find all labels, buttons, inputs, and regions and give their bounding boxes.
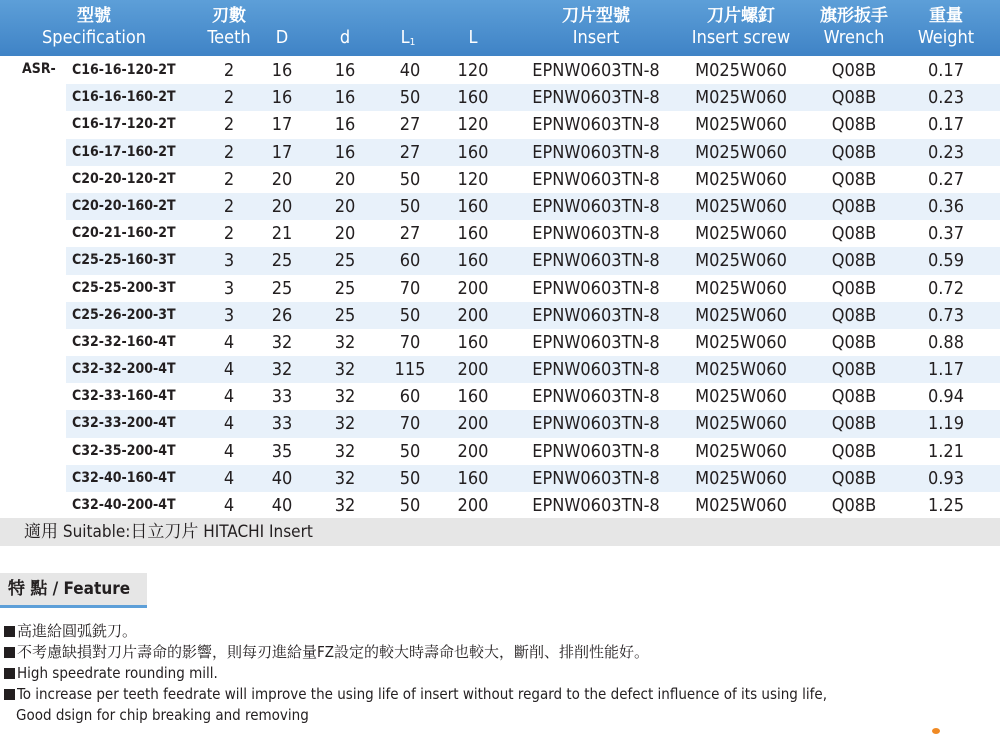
feature-bullet [4,684,994,705]
cell-d: 25 [271,277,293,299]
cell-spec: C16-16-120-2T [72,62,176,78]
cell-l1: 70 [399,277,421,299]
table-row [0,410,1000,437]
cell-wrench: Q08B [831,87,877,109]
table-row [0,329,1000,356]
cell-screw: M025W060 [695,331,787,353]
cell-weight: 1.17 [927,359,965,381]
cell-spec: C16-17-120-2T [72,116,176,133]
cell-screw: M025W060 [695,386,787,408]
cell-spec: C32-40-160-4T [72,469,176,486]
bullet-square-icon [4,647,15,658]
cell-weight: 0.17 [927,60,965,81]
cell-teeth: 3 [223,304,235,326]
cell-screw: M025W060 [695,114,787,136]
cell-spec: C16-17-160-2T [72,143,176,160]
table-row [0,302,1000,329]
cell-spec: C32-32-200-4T [72,361,176,378]
table-row [0,438,1000,465]
cell-teeth: 4 [223,413,235,435]
cell-teeth: 3 [223,250,235,272]
cell-screw: M025W060 [695,440,787,462]
cell-screw: M025W060 [695,168,787,190]
cell-insert: EPNW0603TN-8 [532,168,660,190]
cell-wrench: Q08B [831,331,877,353]
header-insert [562,6,630,48]
cell-l1: 27 [399,223,421,245]
cell-d: 32 [334,331,356,353]
cell-d: 32 [334,359,356,381]
cell-spec: C32-35-200-4T [72,442,176,459]
header-wrench-en: Wrench [823,27,885,48]
cell-l: 200 [457,277,489,299]
cell-l1: 27 [399,141,421,163]
table-row [0,275,1000,302]
header-screw [692,6,790,48]
header-d: d [339,27,351,48]
cell-insert: EPNW0603TN-8 [532,413,660,435]
table-row [0,111,1000,138]
cell-d: 25 [334,277,356,299]
cell-spec: C25-25-200-3T [72,279,176,296]
header-wrench [820,6,888,48]
cell-l: 160 [457,141,489,163]
cell-d: 35 [271,440,293,462]
cell-d: 25 [334,250,356,272]
cell-weight: 0.94 [927,386,965,408]
cell-wrench: Q08B [831,386,877,408]
cell-weight: 1.21 [927,440,965,462]
cell-d: 25 [334,304,356,326]
table-header [0,0,1000,56]
cell-d: 21 [271,223,293,245]
cell-d: 32 [334,495,356,516]
cell-l1: 40 [399,60,421,81]
cell-insert: EPNW0603TN-8 [532,304,660,326]
cell-d: 25 [271,250,293,272]
cell-wrench: Q08B [831,413,877,435]
cell-l1: 27 [399,114,421,136]
table-row [0,220,1000,247]
cell-l1: 70 [399,413,421,435]
cell-d: 32 [334,440,356,462]
cell-screw: M025W060 [695,87,787,109]
cell-teeth: 4 [223,386,235,408]
cell-spec: C32-40-200-4T [72,497,176,513]
cell-d: 33 [271,386,293,408]
cell-d: 32 [271,359,293,381]
table-row [0,193,1000,220]
cell-l1: 60 [399,386,421,408]
cell-d: 17 [271,114,293,136]
cell-screw: M025W060 [695,413,787,435]
cell-d: 16 [334,60,356,81]
cell-spec: C20-21-160-2T [72,225,176,242]
cell-wrench: Q08B [831,223,877,245]
table-row [0,139,1000,166]
cell-screw: M025W060 [695,141,787,163]
cell-wrench: Q08B [831,114,877,136]
table-row [0,84,1000,111]
cell-d: 16 [334,87,356,109]
suitable-insert-text: 適用 Suitable:日立刀片 HITACHI Insert [24,522,313,542]
cell-d: 32 [334,467,356,489]
cell-spec: C32-33-200-4T [72,415,176,432]
header-screw-en: Insert screw [691,27,791,48]
cell-d: 17 [271,141,293,163]
cell-teeth: 4 [223,331,235,353]
feature-bullet-text: High speedrate rounding mill. [17,664,218,682]
cell-screw: M025W060 [695,195,787,217]
header-L: L [468,27,478,48]
table-row [0,465,1000,492]
cell-wrench: Q08B [831,60,877,81]
cell-l: 200 [457,495,489,516]
cell-l: 160 [457,467,489,489]
cell-d: 40 [271,495,293,516]
cell-l1: 50 [399,168,421,190]
cell-d: 20 [271,168,293,190]
cell-weight: 0.37 [927,223,965,245]
header-insert-en: Insert [572,27,620,48]
cell-insert: EPNW0603TN-8 [532,195,660,217]
cell-screw: M025W060 [695,250,787,272]
cell-teeth: 2 [223,195,235,217]
header-spec-en: Specification [42,27,146,48]
cell-teeth: 4 [223,495,235,516]
cell-l1: 70 [399,331,421,353]
header-L1 [401,27,416,54]
cell-d: 20 [334,195,356,217]
cell-l1: 115 [394,359,426,381]
bullet-square-icon [4,689,15,700]
cell-wrench: Q08B [831,440,877,462]
feature-bullet-text: To increase per teeth feedrate will improve the using life of insert without regard to the defect influence of its using life, [17,685,827,703]
cell-teeth: 2 [223,87,235,109]
cell-spec: C20-20-160-2T [72,197,176,214]
cell-insert: EPNW0603TN-8 [532,250,660,272]
header-teeth-en: Teeth [207,27,251,48]
feature-bullet-continuation: Good dsign for chip breaking and removing [16,706,309,724]
feature-bullet [4,663,994,684]
cell-l: 200 [457,359,489,381]
cell-teeth: 4 [223,467,235,489]
cell-screw: M025W060 [695,60,787,81]
cell-l: 120 [457,114,489,136]
cell-spec: C32-33-160-4T [72,388,176,405]
header-screw-zh: 刀片螺釘 [707,6,775,26]
cell-wrench: Q08B [831,359,877,381]
header-teeth-zh: 刃數 [212,6,246,26]
cell-l: 200 [457,440,489,462]
cell-insert: EPNW0603TN-8 [532,277,660,299]
cell-weight: 0.59 [927,250,965,272]
cell-l1: 50 [399,195,421,217]
feature-title: 特 點 / Feature [8,579,131,599]
cell-wrench: Q08B [831,467,877,489]
spec-table-body [0,57,1000,519]
cell-d: 20 [334,223,356,245]
cell-l: 120 [457,168,489,190]
cell-weight: 0.72 [927,277,965,299]
table-row [0,492,1000,519]
header-L1-base: L [400,27,410,48]
cell-spec: C20-20-120-2T [72,170,176,187]
cell-wrench: Q08B [831,495,877,516]
table-row [0,383,1000,410]
cell-teeth: 2 [223,223,235,245]
table-row [0,166,1000,193]
cell-l: 160 [457,223,489,245]
cell-l: 120 [457,60,489,81]
cell-d: 20 [271,195,293,217]
cell-teeth: 4 [223,440,235,462]
cell-spec: C25-26-200-3T [72,306,176,323]
cell-weight: 0.73 [927,304,965,326]
feature-bullet [4,621,994,642]
header-spec [42,6,146,48]
cell-l1: 60 [399,250,421,272]
cell-l1: 50 [399,440,421,462]
header-L1-sub: 1 [409,37,416,48]
bullet-square-icon [4,668,15,679]
cell-wrench: Q08B [831,141,877,163]
header-insert-zh: 刀片型號 [562,6,630,26]
cell-insert: EPNW0603TN-8 [532,440,660,462]
cell-insert: EPNW0603TN-8 [532,331,660,353]
feature-bullet-text: 高進給圓弧銑刀。 [17,622,138,640]
cell-d: 16 [334,114,356,136]
header-weight-zh: 重量 [928,6,963,26]
cell-d: 32 [334,413,356,435]
cell-wrench: Q08B [831,195,877,217]
feature-heading [0,573,147,608]
cell-l1: 50 [399,304,421,326]
cell-insert: EPNW0603TN-8 [532,60,660,81]
cell-insert: EPNW0603TN-8 [532,141,660,163]
cell-d: 33 [271,413,293,435]
cell-wrench: Q08B [831,168,877,190]
cell-l1: 50 [399,87,421,109]
feature-bullet [4,642,994,663]
cell-spec: C16-16-160-2T [72,89,176,106]
cell-l1: 50 [399,495,421,516]
cell-d: 32 [334,386,356,408]
cell-d: 26 [271,304,293,326]
cell-weight: 1.19 [927,413,965,435]
header-weight-en: Weight [917,27,975,48]
cell-spec: C32-32-160-4T [72,333,176,350]
cell-teeth: 2 [223,168,235,190]
cell-insert: EPNW0603TN-8 [532,359,660,381]
cell-teeth: 4 [223,359,235,381]
header-teeth [207,6,250,48]
suitable-insert-band [0,518,1000,546]
cell-d: 16 [271,87,293,109]
cell-l: 200 [457,304,489,326]
cell-l: 160 [457,87,489,109]
cell-screw: M025W060 [695,304,787,326]
cell-d: 32 [271,331,293,353]
cell-wrench: Q08B [831,250,877,272]
table-row [0,57,1000,84]
cell-insert: EPNW0603TN-8 [532,223,660,245]
cell-screw: M025W060 [695,467,787,489]
cell-weight: 0.17 [927,114,965,136]
cell-teeth: 2 [223,60,235,81]
cell-weight: 0.36 [927,195,965,217]
cell-weight: 0.27 [927,168,965,190]
header-weight [918,6,974,48]
table-row [0,356,1000,383]
cell-wrench: Q08B [831,304,877,326]
cell-teeth: 2 [223,114,235,136]
table-row [0,247,1000,274]
header-D: D [275,27,289,48]
cell-insert: EPNW0603TN-8 [532,495,660,516]
cell-weight: 0.93 [927,467,965,489]
model-prefix: ASR- [22,61,56,77]
feature-bullet-text: 不考慮缺損對刀片壽命的影響，則每刃進給量FZ設定的較大時壽命也較大，斷削、排削性能好。 [17,643,650,661]
cell-insert: EPNW0603TN-8 [532,386,660,408]
cell-screw: M025W060 [695,277,787,299]
cell-insert: EPNW0603TN-8 [532,114,660,136]
cell-l: 200 [457,413,489,435]
cell-l: 160 [457,195,489,217]
cell-screw: M025W060 [695,359,787,381]
cell-l: 160 [457,331,489,353]
header-spec-zh: 型號 [76,6,111,26]
cell-teeth: 2 [223,141,235,163]
cell-screw: M025W060 [695,223,787,245]
cell-l1: 50 [399,467,421,489]
cell-weight: 1.25 [927,495,965,516]
cell-d: 16 [271,60,293,81]
cell-insert: EPNW0603TN-8 [532,467,660,489]
corner-dot [932,728,940,734]
cell-weight: 0.23 [927,87,965,109]
cell-d: 40 [271,467,293,489]
cell-teeth: 3 [223,277,235,299]
cell-d: 20 [334,168,356,190]
cell-wrench: Q08B [831,277,877,299]
bullet-square-icon [4,626,15,637]
cell-weight: 0.23 [927,141,965,163]
cell-l: 160 [457,386,489,408]
cell-insert: EPNW0603TN-8 [532,87,660,109]
feature-list [4,621,994,726]
cell-l: 160 [457,250,489,272]
cell-d: 16 [334,141,356,163]
cell-weight: 0.88 [927,331,965,353]
header-wrench-zh: 旗形扳手 [820,6,888,26]
cell-screw: M025W060 [695,495,787,516]
cell-spec: C25-25-160-3T [72,252,176,269]
